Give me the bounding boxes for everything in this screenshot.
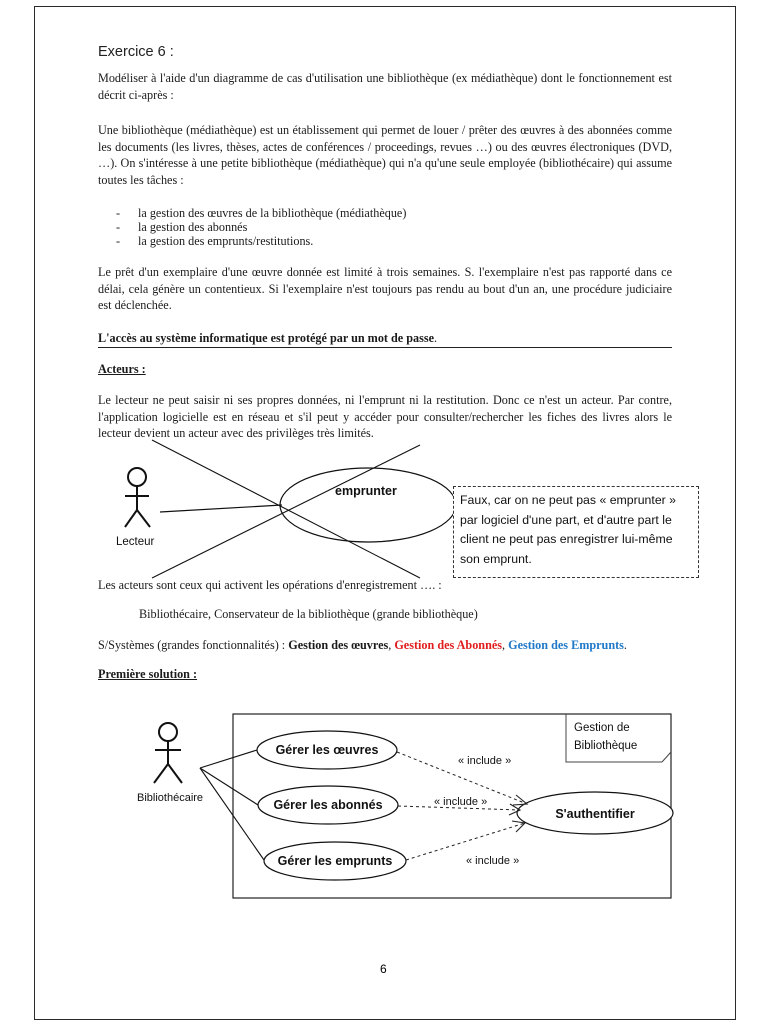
librarian-actor-label: Bibliothécaire [137, 792, 204, 804]
association-line [200, 750, 257, 768]
use-case-ellipse [280, 468, 456, 542]
description-paragraph: Une bibliothèque (médiathèque) est un établissement qui permet de louer / prêter des œuvres à des abonnées comme les documents (les livres, thèses, actes de conférences / proceedings, revues …) ou des œuvres électroniques (DVD, …). On s'intéresse à une petite bibliothèque (médiathèque) qui n'a qu'une seule employée (bibliothécaire) qui assume toutes les tâches : [98, 123, 672, 187]
system-name-line2: Bibliothèque [574, 740, 638, 752]
actors-heading: Acteurs : [98, 362, 146, 376]
include-label: « include » [434, 796, 488, 808]
association-line [200, 768, 264, 860]
list-item: - la gestion des emprunts/restitutions. [116, 234, 314, 248]
loan-rules-paragraph: Le prêt d'un exemplaire d'une œuvre donnée est limité à trois semaines. S. l'exemplaire n'est pas rapporté dans ce délai, cela génère un contentieux. Si l'exemplaire n'est toujours pas rendu au bout d'un an, une procédure judiciaire est déclenchée. [98, 265, 672, 313]
association-line [160, 505, 282, 512]
list-item: - la gestion des œuvres de la bibliothèque (médiathèque) [116, 206, 407, 220]
association-line [200, 768, 258, 805]
use-case-authenticate: S'authentifier [555, 807, 635, 821]
subsystem-members: Gestion des Abonnés [394, 638, 503, 652]
page-number: 6 [380, 962, 387, 976]
list-item: - la gestion des abonnés [116, 220, 248, 234]
use-case-manage-loans: Gérer les emprunts [277, 854, 393, 868]
system-label-corner [662, 752, 671, 762]
subsystems-line: S/Systèmes (grandes fonctionnalités) : Gestion des œuvres, Gestion des Abonnés, Gestion des Emprunts. [98, 638, 627, 652]
reader-paragraph: Le lecteur ne peut saisir ni ses propres données, ni l'emprunt ni la restitution. Donc ce n'est un acteur. Par contre, l'application logicielle est en réseau et s'il peut y accéder pour consulter/rechercher les fiches des livres alors le lecteur devient un acteur avec des privilèges très limités. [98, 393, 672, 441]
access-statement: L'accès au système informatique est protégé par un mot de passe. [98, 331, 438, 345]
system-name-line1: Gestion de [574, 722, 630, 734]
exercise-title: Exercice 6 : [98, 44, 174, 60]
error-note: Faux, car on ne peut pas « emprunter » par logiciel d'une part, et d'autre part le client ne peut pas enregistrer lui-même son emprunt. [453, 486, 699, 578]
stick-figure-icon [125, 468, 150, 527]
actors-intro: Les acteurs sont ceux qui activent les opérations d'enregistrement …. : [98, 578, 442, 592]
first-solution-heading: Première solution : [98, 667, 198, 681]
use-case-manage-works: Gérer les œuvres [275, 743, 379, 757]
reader-actor-label: Lecteur [116, 536, 155, 548]
use-case-manage-members: Gérer les abonnés [273, 798, 383, 812]
stick-figure-icon [154, 723, 182, 783]
subsystem-works: Gestion des œuvres [288, 638, 389, 652]
actors-list: Bibliothécaire, Conservateur de la bibliothèque (grande bibliothèque) [139, 607, 478, 621]
include-label: « include » [458, 755, 512, 767]
intro-paragraph: Modéliser à l'aide d'un diagramme de cas d'utilisation une bibliothèque (ex médiathèque) dont le fonctionnement est décrit ci-après : [98, 71, 672, 102]
subsystem-loans: Gestion des Emprunts [508, 638, 624, 652]
use-case-label: emprunter [335, 484, 397, 498]
include-label: « include » [466, 855, 520, 867]
